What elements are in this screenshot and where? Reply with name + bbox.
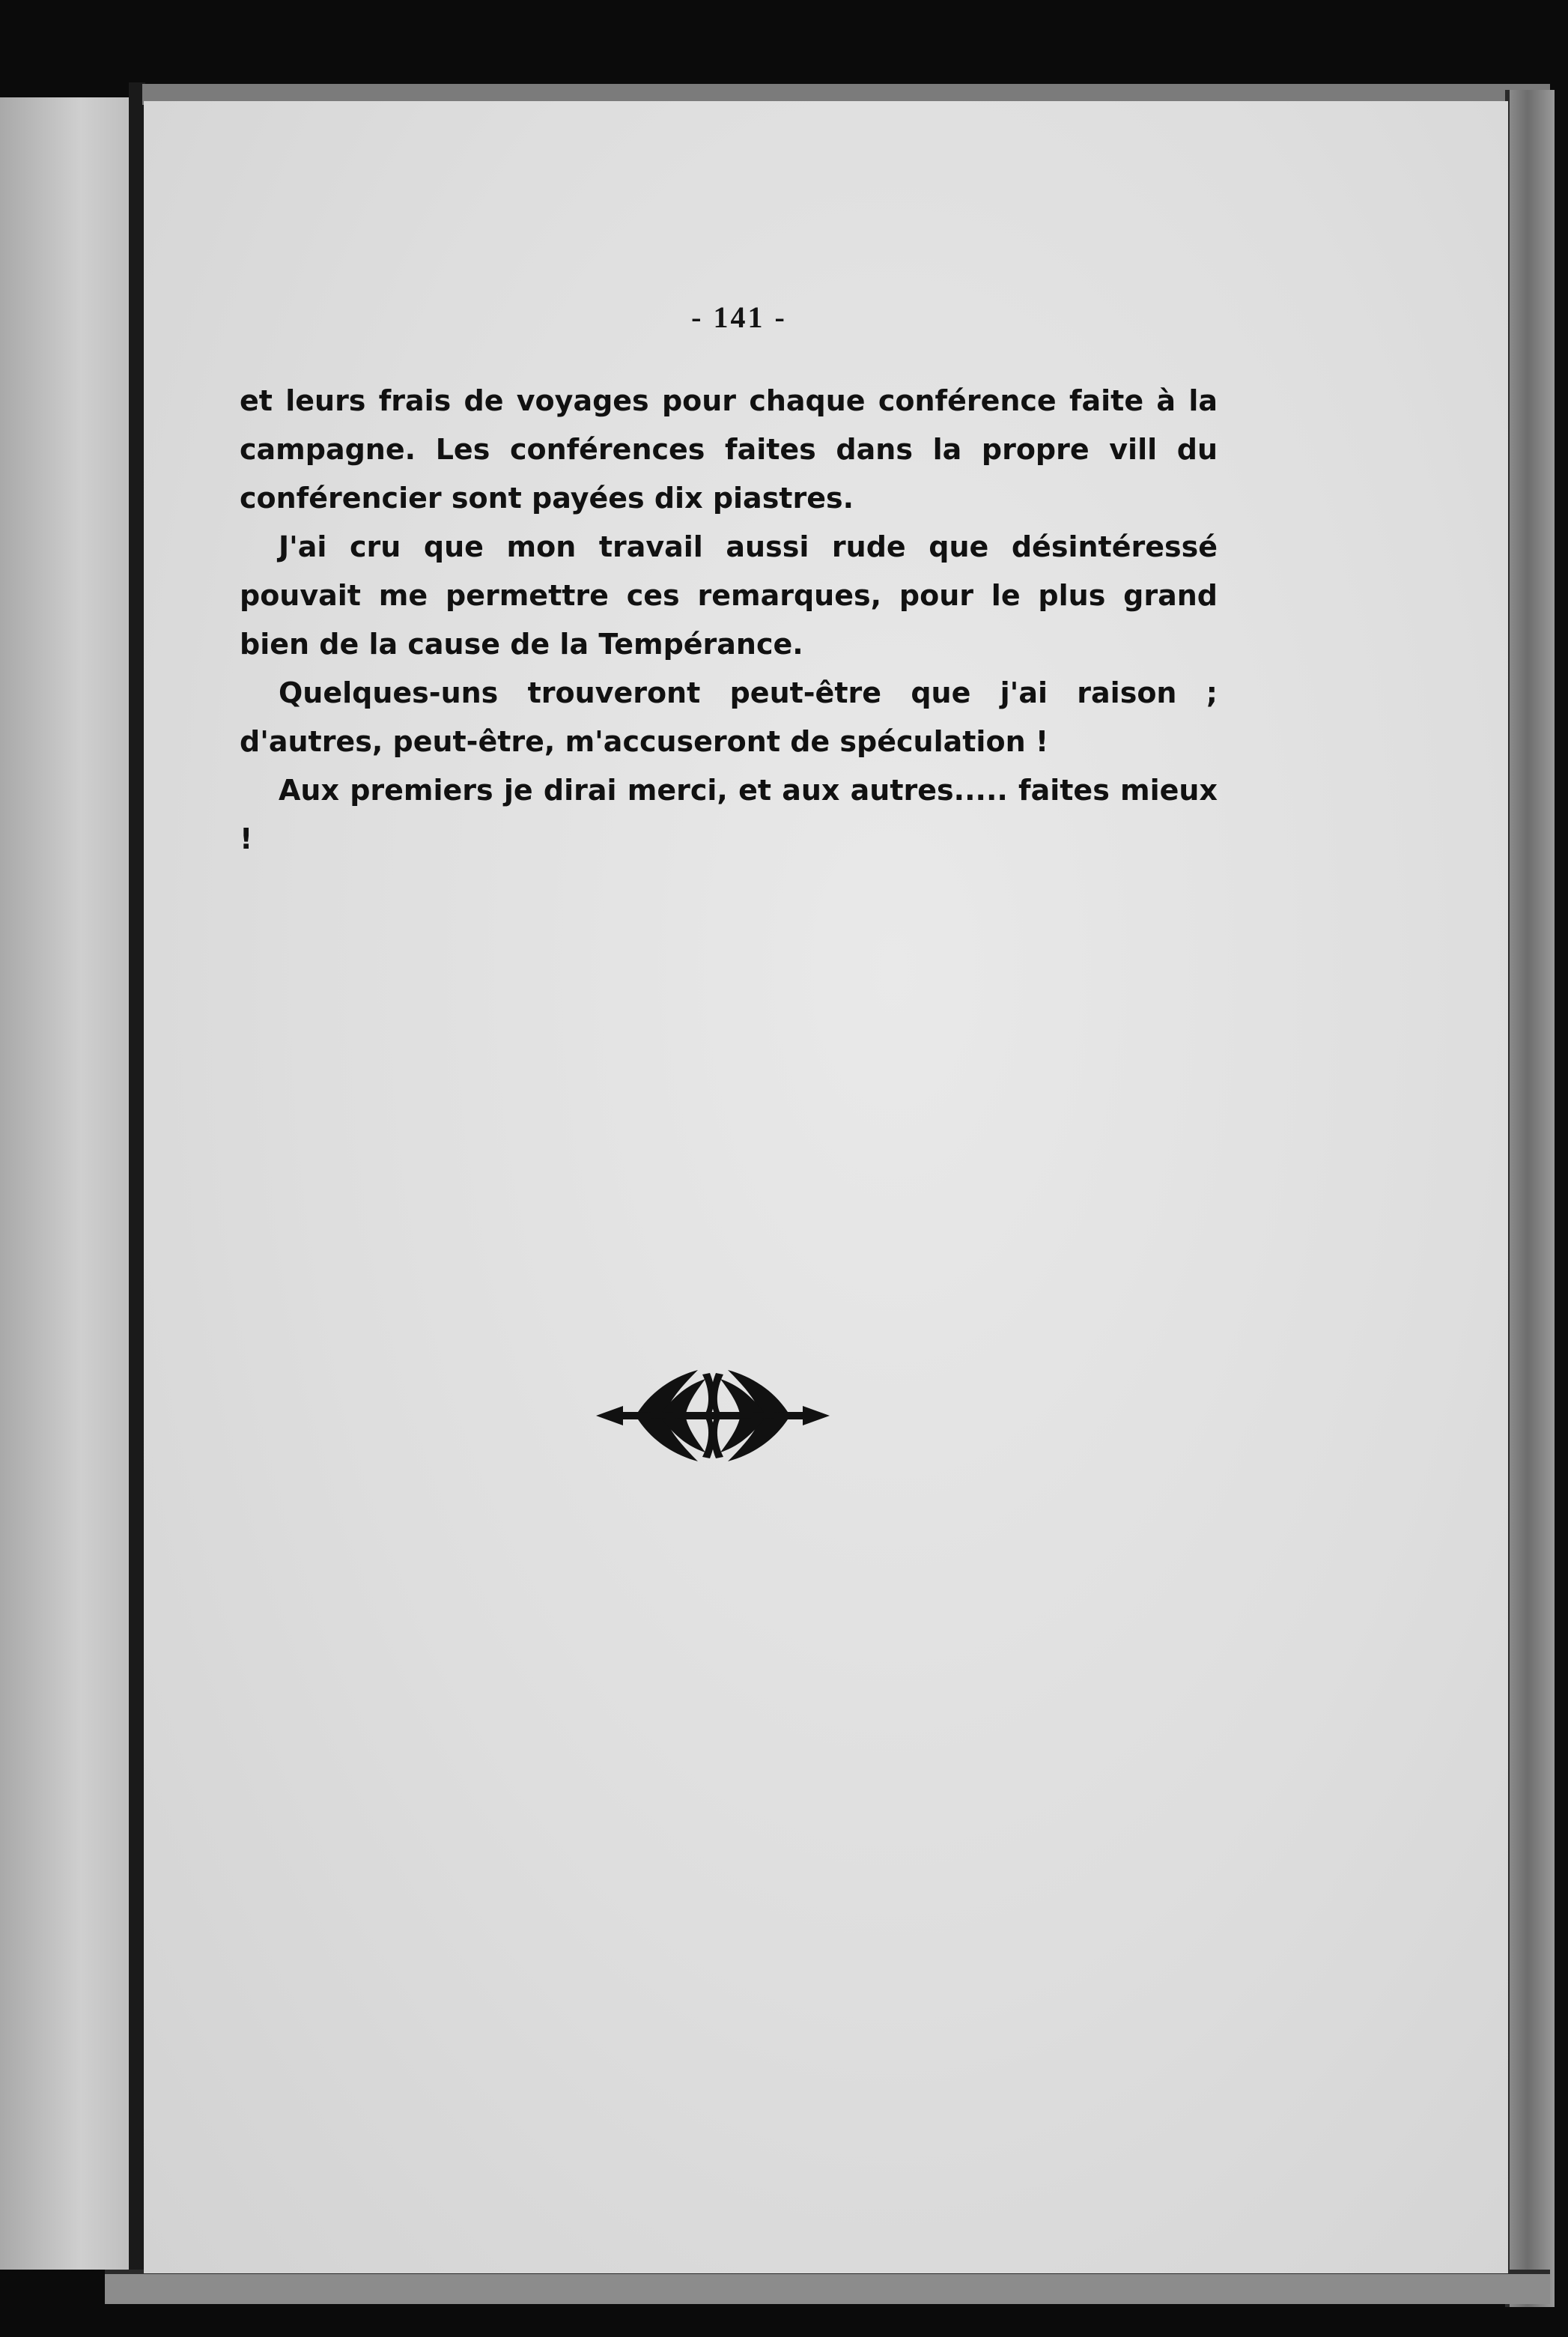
paragraph-3: Quelques-uns trouveront peut-être que j'ai raison ; d'autres, peut-être, m'accuseront de spéculation ! [240,676,1218,758]
paragraph-4: Aux premiers je dirai merci, et aux autres..... faites mieux ! [240,774,1218,855]
cover-bottom-edge [105,2270,1550,2304]
page-body-text [240,377,1218,864]
page-number: - 141 - [691,300,787,334]
book-gutter [129,82,145,2300]
previous-page-edge [0,97,135,2270]
paragraph-1: et leurs frais de voyages pour chaque conférence faite à la campagne. Les conférences faites dans la propre vill du conférencier sont payées dix piastres. [240,384,1218,515]
book-cover-edge [1505,90,1555,2307]
fleuron-ornament-icon [593,1360,833,1472]
paragraph-2: J'ai cru que mon travail aussi rude que désintéressé pouvait me permettre ces remarques, pour le plus grand bien de la cause de la Tempérance. [240,530,1218,661]
book-page [144,101,1508,2273]
